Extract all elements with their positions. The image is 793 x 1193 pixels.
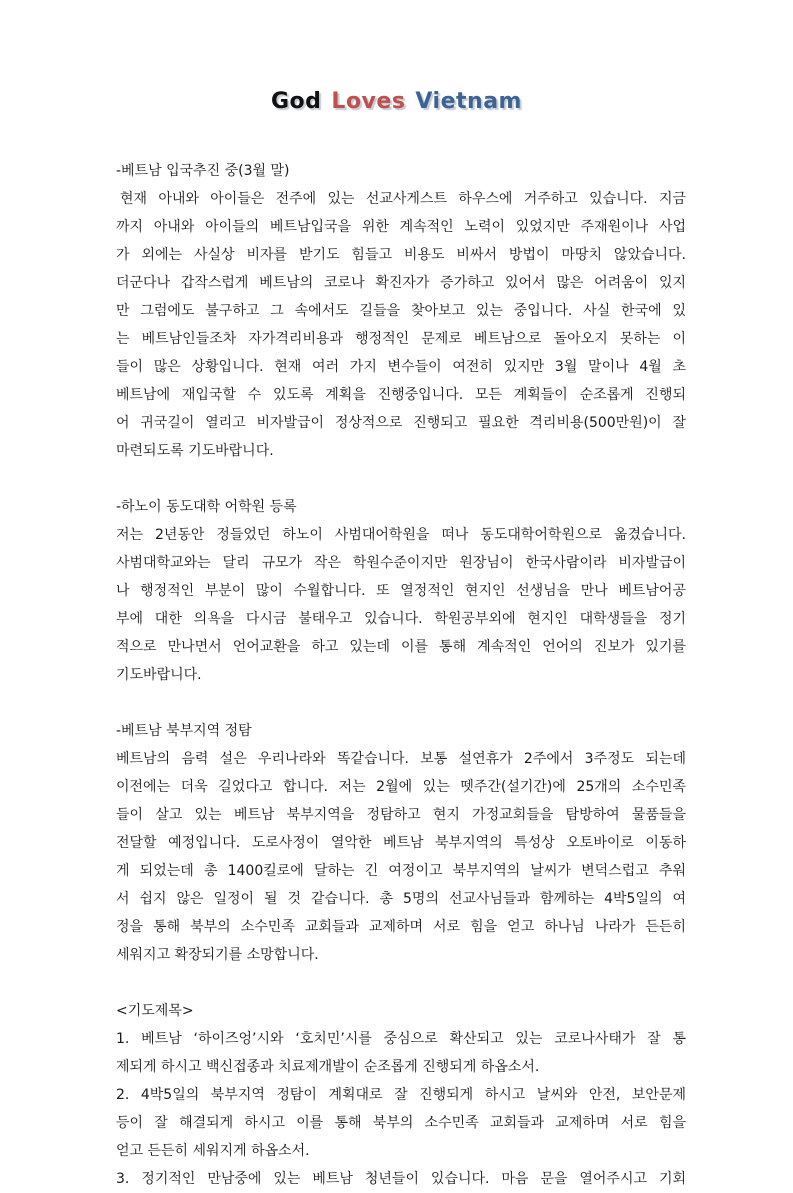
paragraph-line: 어 귀국길이 열리고 비자발급이 정상적으로 진행되고 필요한 격리비용(500만원)이 잘 (116, 415, 686, 431)
paragraph-line: 까지 아내와 아이들의 베트남입국을 위한 계속적인 노력이 있었지만 주재원이나 사업 (116, 219, 686, 235)
paragraph-line: 베트남에 재입국할 수 있도록 계획을 진행중입니다. 모든 계획들이 순조롭게 진행되 (116, 387, 686, 403)
paragraph-line: 들이 살고 있는 베트남 북부지역을 정탐하고 현지 가정교회들을 탐방하여 물품들을 (116, 807, 686, 823)
prayer-item-line: 1. 베트남 ‘하이즈엉’시와 ‘호치민’시를 중심으로 확산되고 있는 코로나사태가 잘 통 (116, 1031, 686, 1047)
paragraph-line: 가 외에는 사실상 비자를 받기도 힘들고 비용도 비싸서 방법이 마땅치 않았습니다. (116, 247, 686, 263)
title-word-god: God (271, 89, 322, 114)
paragraph-line: 더군다나 갑작스럽게 베트남의 코로나 확진자가 증가하고 있어서 많은 어려움이 있지 (116, 275, 686, 291)
paragraph-line: 사범대학교와는 달리 규모가 작은 학원수준이지만 원장님이 한국사람이라 비자발급이 (116, 555, 686, 571)
section-heading: -하노이 동도대학 어학원 등록 (116, 499, 297, 515)
prayer-item-line: 얻고 든든히 세워지게 하옵소서. (116, 1143, 310, 1159)
title-word-vietnam: Vietnam (415, 89, 522, 114)
document-body (116, 157, 686, 1193)
paragraph-line: 저는 2년동안 정들었던 하노이 사범대어학원을 떠나 동도대학어학원으로 옮겼습니다. (116, 527, 686, 543)
section-vietnam-entry (116, 157, 686, 465)
paragraph-line: 마련되도록 기도바랍니다. (116, 443, 274, 459)
prayer-item-line: 제되게 하시고 백신접종과 치료제개발이 순조롭게 진행되게 하옵소서. (116, 1059, 540, 1075)
section-heading: -베트남 입국추진 중(3월 말) (116, 163, 290, 179)
section-heading: -베트남 북부지역 정탐 (116, 723, 252, 739)
section-heading: <기도제목> (116, 1003, 194, 1019)
title-word-loves: Loves (331, 89, 406, 114)
prayer-item-line: 등이 잘 해결되게 하시고 이를 통해 북부의 소수민족 교회들과 교제하며 서로 힘을 (116, 1115, 686, 1131)
paragraph-line: 는 베트남인들조차 자가격리비용과 행정적인 문제로 베트남으로 돌아오지 못하는 이 (116, 331, 686, 347)
paragraph-line: 서 쉽지 않은 일정이 될 것 같습니다. 총 5명의 선교사님들과 함께하는 4박5일의 여 (116, 891, 686, 907)
section-northern-survey (116, 717, 686, 969)
paragraph-line: 이전에는 더욱 길었다고 합니다. 저는 2월에 있는 뗏주간(설기간)에 25개의 소수민족 (116, 779, 686, 795)
prayer-item-line: 3. 정기적인 만남중에 있는 베트남 청년들이 있습니다. 마음 문을 열어주시고 기회 (116, 1171, 686, 1187)
page-title (0, 89, 793, 114)
paragraph-line: 만 그럼에도 불구하고 그 속에서도 길들을 찾아보고 있는 중입니다. 사실 한국에 있 (116, 303, 686, 319)
paragraph-line: 기도바랍니다. (116, 667, 202, 683)
paragraph-line: 전달할 예정입니다. 도로사정이 열악한 베트남 북부지역의 특성상 오토바이로 이동하 (116, 835, 686, 851)
paragraph-line: 세워지고 확장되기를 소망합니다. (116, 947, 319, 963)
paragraph-line: 현재 아내와 아이들은 전주에 있는 선교사게스트 하우스에 거주하고 있습니다. 지금 (120, 191, 686, 207)
spacer (116, 969, 686, 997)
paragraph-line: 들이 많은 상황입니다. 현재 여러 가지 변수들이 여전히 있지만 3월 말이나 4월 초 (116, 359, 686, 375)
section-prayer-requests (116, 997, 686, 1193)
paragraph-line: 적으로 만나면서 언어교환을 하고 있는데 이를 통해 계속적인 언어의 진보가 있기를 (116, 639, 686, 655)
paragraph-line: 부에 대한 의욕을 다시금 불태우고 있습니다. 학원공부외에 현지인 대학생들을 정기 (116, 611, 686, 627)
spacer (116, 689, 686, 717)
paragraph-line: 나 행정적인 부분이 많이 수월합니다. 또 열정적인 현지인 선생님을 만나 베트남어공 (116, 583, 686, 599)
spacer (116, 465, 686, 493)
paragraph-line: 베트남의 음력 설은 우리나라와 똑같습니다. 보통 설연휴가 2주에서 3주정도 되는데 (116, 751, 686, 767)
paragraph-line: 게 되었는데 총 1400킬로에 달하는 긴 여정이고 북부지역의 날씨가 변덕스럽고 추워 (116, 863, 686, 879)
prayer-item-line: 2. 4박5일의 북부지역 정탐이 계획대로 잘 진행되게 하시고 날씨와 안전, 보안문제 (116, 1087, 686, 1103)
paragraph-line: 정을 통해 북부의 소수민족 교회들과 교제하며 서로 힘을 얻고 하나님 나라가 든든히 (116, 919, 686, 935)
section-hanoi-language-school (116, 493, 686, 689)
